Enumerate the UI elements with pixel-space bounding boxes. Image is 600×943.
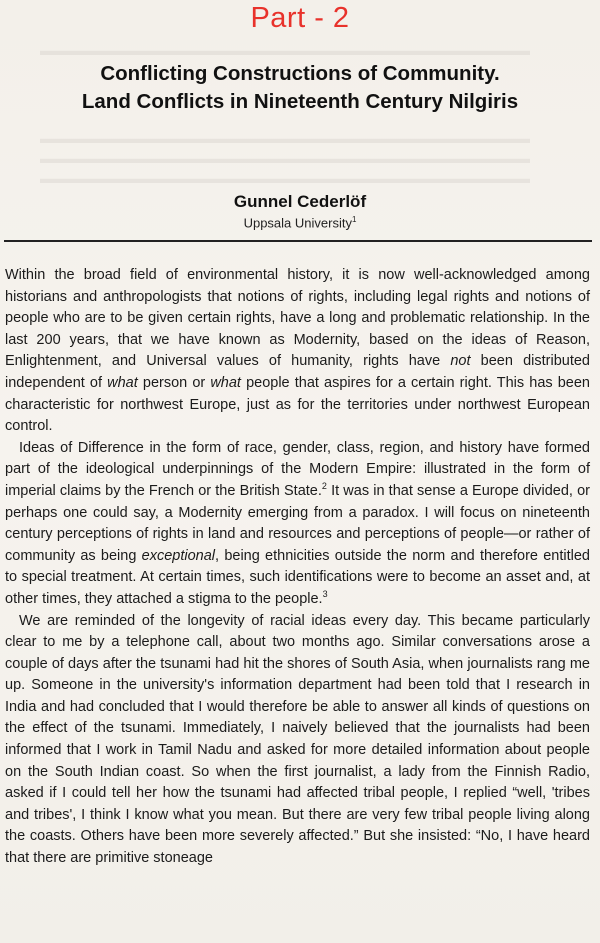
affiliation-text: Uppsala University: [243, 215, 352, 231]
emphasis: not: [450, 353, 471, 370]
emphasis: what: [107, 374, 138, 391]
show-through-texture: ▬▬▬▬▬▬▬▬▬▬▬▬▬▬▬▬▬▬▬▬▬▬▬▬▬▬▬▬▬▬▬▬▬▬▬: [40, 42, 530, 58]
show-through-texture: ▬▬▬▬▬▬▬▬▬▬▬▬▬▬▬▬▬▬▬▬▬▬▬▬▬▬▬▬▬▬▬▬▬▬▬: [40, 130, 530, 146]
header-divider: [4, 240, 592, 242]
footnote-marker: 1: [351, 215, 357, 224]
text-run: been distributed independent of: [5, 353, 590, 391]
article-title: [0, 60, 600, 116]
article-body: [5, 265, 590, 870]
footnote-marker: 2: [321, 481, 327, 492]
text-run: people that aspires for a certain right. This has been characteristic for northwest Europe, just as for the territories under northwest European control.: [5, 374, 590, 435]
show-through-texture: ▬▬▬▬▬▬▬▬▬▬▬▬▬▬▬▬▬▬▬▬▬▬▬▬▬▬▬▬▬▬▬▬▬▬▬: [40, 150, 530, 166]
text-run: , being ethnicities outside the norm and therefore entitled to special treatment. At certain times, such identifications were to become an asset and, at other times, they attached a stigma to the people.: [5, 547, 590, 607]
title-line-1: Conflicting Constructions of Community.: [100, 62, 500, 85]
paragraph-1: [5, 265, 590, 438]
paragraph-2: [5, 438, 590, 611]
paragraph-3: We are reminded of the longevity of racial ideas every day. This became particularly clear to me by a telephone call, about two months ago. Similar conversations arose a couple of days after the tsunami had hit the shores of South Asia, when journalists rang me up. Someone in the university's information department had been told that I research in India and had concluded that I would therefore be able to answer all kinds of questions on the effect of the tsunami. Immediately, I naively believed that the journalists had been informed that I work in Tamil Nadu and asked for more detailed information about people on the South Indian coast. So when the first journalist, a lady from the Finnish Radio, asked if I could tell her how the tsunami had affected tribal people, I replied “well, 'tribes and tribes', I think I know what you mean. But there are very few tribal people living along the coasts. Others have been more severely affected.” But she insisted: “No, I have heard that there are primitive stoneage: [5, 612, 590, 867]
show-through-texture: ▬▬▬▬▬▬▬▬▬▬▬▬▬▬▬▬▬▬▬▬▬▬▬▬▬▬▬▬▬▬▬▬▬▬▬: [40, 170, 530, 186]
text-run: person or: [137, 374, 211, 391]
text-run: It was in that sense a Europe divided, or perhaps one could say, a Modernity emerging from a paradox. I will focus on nineteenth century perceptions of rights in land and resources and perceptions of people—or rather of community as being: [5, 482, 590, 564]
footnote-marker: 3: [322, 589, 328, 600]
emphasis: what: [210, 374, 241, 391]
title-line-2: Land Conflicts in Nineteenth Century Nilgiris: [81, 90, 519, 113]
text-run: Within the broad field of environmental history, it is now well-acknowledged among historians and anthropologists that notions of rights, including legal rights and notions of people who are to be given certain rights, have a long and problematic relationship. In the last 200 years, that we have known as Modernity, based on the ideas of Reason, Enlightenment, and Universal values of humanity, rights have: [5, 267, 590, 370]
text-run: Ideas of Difference in the form of race, gender, class, region, and history have formed part of the ideological underpinnings of the Modern Empire: illustrated in the form of imperial claims by the French or the British State.: [5, 439, 590, 499]
emphasis: exceptional: [141, 547, 216, 564]
author-name: Gunnel Cederlöf: [233, 192, 367, 211]
author-affiliation: [0, 215, 600, 230]
part-label: Part - 2: [250, 2, 350, 34]
